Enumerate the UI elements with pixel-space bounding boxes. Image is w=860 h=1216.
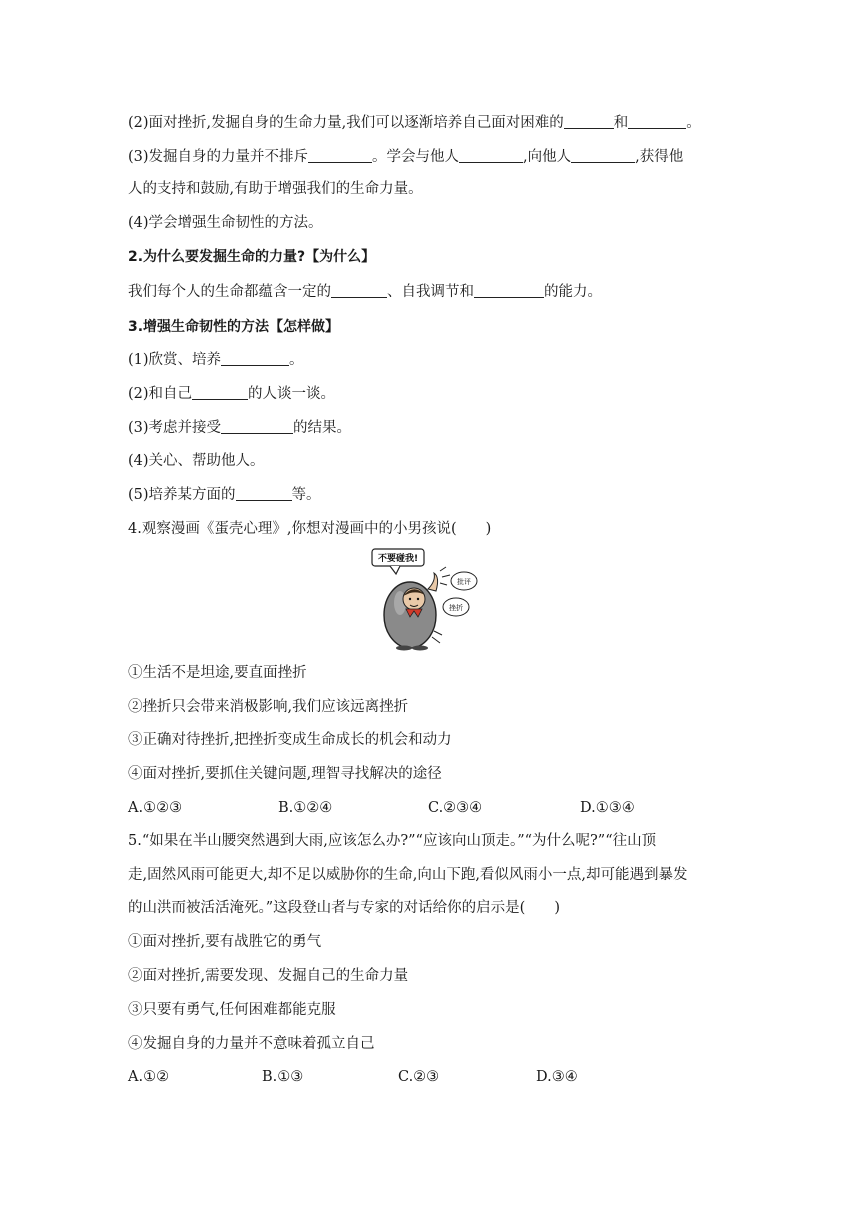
tag-setback: 挫折 [449,604,463,612]
q4-option-a[interactable]: A.①②③ [128,800,183,816]
tag-criticism: 批评 [457,578,471,586]
text: ,获得他 [635,149,684,165]
q5-option-d[interactable]: D.③④ [536,1069,578,1085]
q5-option-b[interactable]: B.①③ [262,1069,304,1085]
text: 和 [613,115,629,131]
item3-line2 [128,384,748,404]
q4-option-b[interactable]: B.①②④ [278,800,333,816]
q5-line1: 5.“如果在半山腰突然遇到大雨,应该怎么办?”“应该向山顶走。”“为什么呢?”“往山顶 [128,833,657,849]
fill-blank[interactable] [221,419,293,434]
q5-option-c[interactable]: C.②③ [398,1069,440,1085]
fill-blank[interactable] [571,148,635,163]
text: 。 [686,115,701,131]
fill-blank[interactable] [474,283,544,298]
text: (3)发掘自身的力量并不排斥 [128,149,309,165]
q4-statement-1: ①生活不是坦途,要直面挫折 [128,665,307,681]
text: 的结果。 [293,420,352,436]
fill-blank[interactable] [192,385,248,400]
q5-line3: 的山洪而被活活淹死。”这段登山者与专家的对话给你的启示是( ) [128,900,560,916]
item3-line3 [128,418,748,438]
q4-statement-3: ③正确对待挫折,把挫折变成生命成长的机会和动力 [128,732,452,748]
text: (5)培养某方面的 [128,487,236,503]
q5-line2: 走,固然风雨可能更大,却不足以威胁你的生命,向山下跑,看似风雨小一点,却可能遇到暴发 [128,867,688,883]
q4-statement-4: ④面对挫折,要抓住关键问题,理智寻找解决的途径 [128,766,442,782]
q5-option-a[interactable]: A.①② [128,1069,170,1085]
item3-line5 [128,485,748,505]
text: (2)和自己 [128,386,193,402]
item2-line [128,282,748,302]
fill-blank[interactable] [331,283,387,298]
fill-blank[interactable] [459,148,523,163]
fill-blank[interactable] [308,148,372,163]
text: (2)面对挫折,发掘自身的生命力量,我们可以逐渐培养自己面对困难的 [128,115,564,131]
q5-statement-3: ③只要有勇气,任何困难都能克服 [128,1002,336,1018]
q4-option-d[interactable]: D.①③④ [580,800,635,816]
text: 。 [289,352,304,368]
text: ,向他人 [523,149,572,165]
item1-line3 [128,147,748,167]
item1-line2 [128,113,748,133]
text: 、自我调节和 [387,284,474,300]
item1-line4: (4)学会增强生命韧性的方法。 [128,215,323,231]
q4-option-c[interactable]: C.②③④ [428,800,483,816]
text: (3)考虑并接受 [128,420,222,436]
item3-heading: 3.增强生命韧性的方法【怎样做】 [128,319,340,335]
text: (1)欣赏、培养 [128,352,222,368]
eggshell-cartoon [370,547,482,651]
q4-statement-2: ②挫折只会带来消极影响,我们应该远离挫折 [128,699,409,715]
bubble-text: 不要碰我! [377,554,419,564]
q5-statement-1: ①面对挫折,要有战胜它的勇气 [128,934,322,950]
text: 等。 [291,487,321,503]
fill-blank[interactable] [628,114,686,129]
text: 我们每个人的生命都蕴含一定的 [128,284,331,300]
fill-blank[interactable] [221,351,289,366]
q4-stem: 4.观察漫画《蛋壳心理》,你想对漫画中的小男孩说( ) [128,521,492,537]
text: 。学会与他人 [372,149,460,165]
fill-blank[interactable] [236,486,292,501]
fill-blank[interactable] [564,114,614,129]
item3-line4: (4)关心、帮助他人。 [128,453,265,469]
text: 的人谈一谈。 [248,386,336,402]
q5-statement-4: ④发掘自身的力量并不意味着孤立自己 [128,1036,375,1052]
q5-statement-2: ②面对挫折,需要发现、发掘自己的生命力量 [128,968,409,984]
item3-line1 [128,350,748,370]
item1-line3b: 人的支持和鼓励,有助于增强我们的生命力量。 [128,181,423,197]
text: 的能力。 [544,284,602,300]
item2-heading: 2.为什么要发掘生命的力量?【为什么】 [128,249,376,265]
